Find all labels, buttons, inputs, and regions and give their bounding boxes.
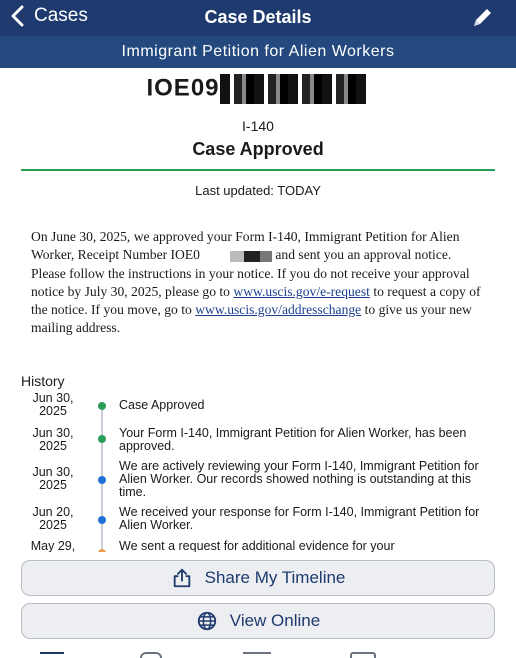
- timeline-date: [20, 466, 86, 492]
- timeline-dot: [98, 435, 106, 443]
- timeline-date-day: May 29,: [30, 539, 76, 552]
- timeline-date-year: 2025: [39, 478, 67, 492]
- case-status-title: Case Approved: [192, 139, 324, 159]
- form-type-label: I-140: [242, 118, 274, 134]
- timeline-date: [20, 540, 86, 552]
- share-timeline-button[interactable]: [21, 560, 495, 596]
- timeline-date: [20, 506, 86, 532]
- globe-icon: [196, 610, 218, 632]
- description-part-2: and sent you an approval notice. Please follow the instructions in your notice. If you do not receive your approval notice by July 30, 2025, please go to: [31, 247, 470, 299]
- receipt-number: [146, 74, 369, 104]
- timeline-text: Your Form I-140, Immigrant Petition for Alien Worker, has been approved.: [119, 426, 467, 454]
- history-heading: History: [21, 373, 65, 389]
- timeline-dot: [98, 476, 106, 484]
- address-change-link[interactable]: www.uscis.gov/addresschange: [195, 302, 362, 318]
- case-form-subtitle: Immigrant Petition for Alien Workers: [0, 36, 516, 68]
- description-part-1: On June 30, 2025, we approved your Form I-140, Immigrant Petition for Alien Worker, Receipt Number IOE0: [31, 229, 460, 263]
- back-label: Cases: [34, 5, 88, 26]
- tab-bar: [0, 648, 516, 658]
- description-part-3: to request a copy of the notice. If you move, go to: [31, 283, 481, 318]
- receipt-redaction: [200, 251, 272, 262]
- timeline-date: [20, 427, 86, 453]
- timeline-date-day: Jun 30,: [32, 426, 74, 440]
- last-updated-text: Last updated: TODAY: [195, 183, 321, 198]
- timeline-dot: [98, 516, 106, 524]
- search-tab-icon[interactable]: [140, 652, 162, 658]
- receipt-number-block: [0, 74, 516, 104]
- navigation-bar: [0, 0, 516, 36]
- share-button-label: Share My Timeline: [204, 568, 346, 587]
- receipt-prefix: IOE09: [146, 74, 220, 102]
- timeline-text: We received your response for Form I-140, Immigrant Petition for Alien Worker.: [119, 505, 480, 533]
- timeline-text: We are actively reviewing your Form I-140, Immigrant Petition for Alien Worker. Our records showed nothing is outstanding at this time.: [119, 459, 479, 500]
- timeline-date-year: 2025: [39, 518, 67, 532]
- menu-tab-icon[interactable]: [40, 652, 64, 658]
- case-status-description: [31, 228, 487, 338]
- timeline-date: [20, 392, 86, 418]
- share-icon: [171, 567, 193, 589]
- pencil-icon[interactable]: [470, 6, 494, 30]
- timeline-dot: [98, 549, 106, 552]
- timeline-date-day: Jun 30,: [32, 465, 74, 479]
- page-title: Case Details: [204, 7, 312, 27]
- timeline-date-day: Jun 30,: [32, 392, 74, 405]
- view-online-button[interactable]: [21, 603, 495, 639]
- timeline-date-day: Jun 20,: [32, 505, 74, 519]
- document-tab-icon[interactable]: [350, 652, 376, 658]
- e-request-link[interactable]: www.uscis.gov/e-request: [233, 283, 370, 299]
- timeline-date-year: 2025: [39, 404, 67, 418]
- timeline-dot: [98, 402, 106, 410]
- view-online-label: View Online: [229, 611, 321, 630]
- redaction-block: [220, 74, 370, 104]
- list-tab-icon[interactable]: [243, 652, 271, 658]
- timeline-text: Case Approved: [119, 398, 205, 412]
- timeline-date-year: 2025: [39, 439, 67, 453]
- status-divider: [21, 169, 495, 171]
- description-part-4: to give us your new mailing address.: [31, 302, 472, 336]
- history-timeline: [0, 392, 516, 552]
- timeline-text: We sent a request for additional evidence for your: [119, 539, 395, 552]
